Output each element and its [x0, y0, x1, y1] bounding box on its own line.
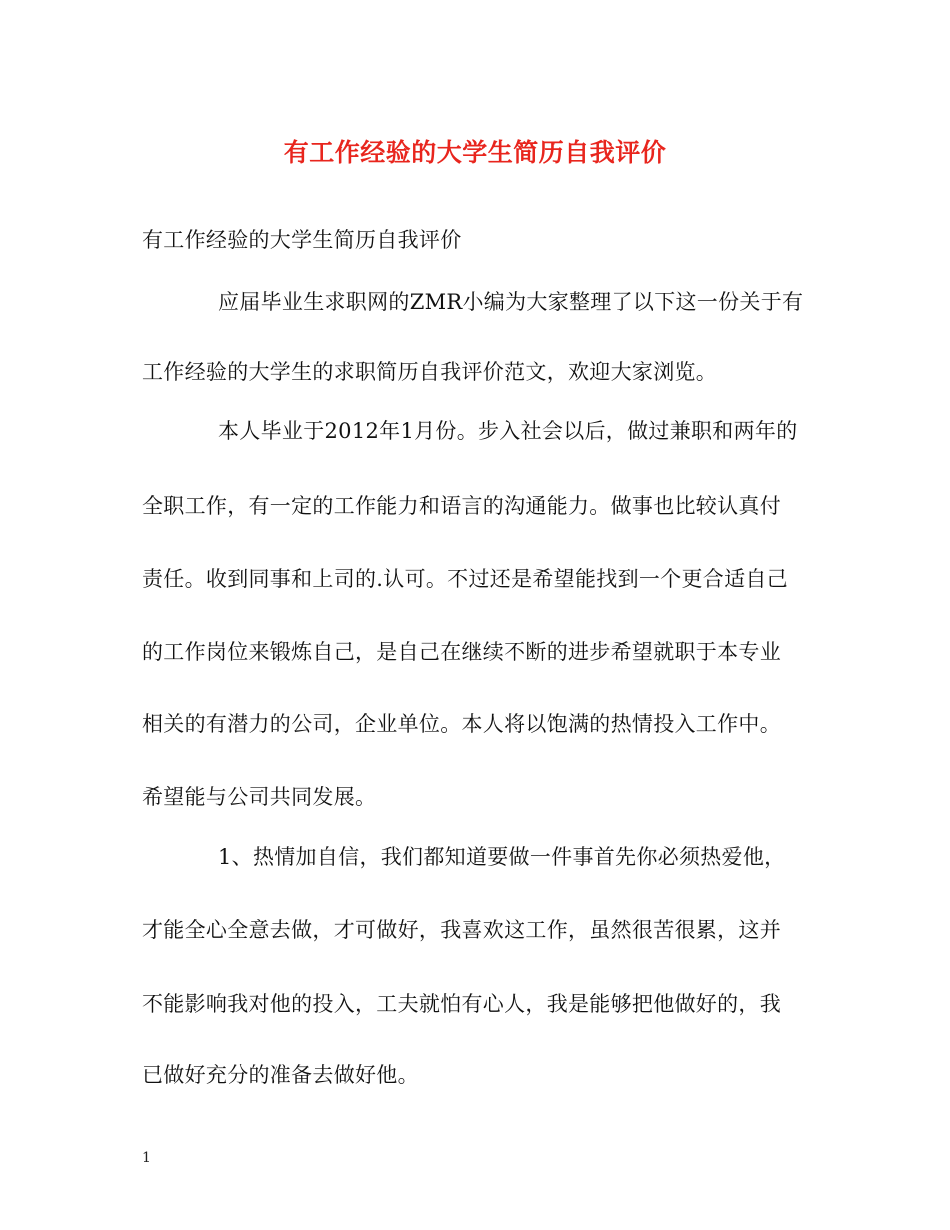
paragraph-line: 工作经验的大学生的求职简历自我评价范文，欢迎大家浏览。 — [142, 360, 718, 384]
paragraph-line: 责任。收到同事和上司的.认可。不过还是希望能找到一个更合适自己 — [142, 567, 788, 591]
document-title: 有工作经验的大学生简历自我评价 — [283, 138, 667, 167]
paragraph-line: 已做好充分的准备去做好他。 — [142, 1063, 419, 1087]
document-subtitle: 有工作经验的大学生简历自我评价 — [142, 228, 462, 252]
page-number: 1 — [142, 1150, 151, 1166]
paragraph-line: 相关的有潜力的公司，企业单位。本人将以饱满的热情投入工作中。 — [142, 712, 781, 736]
paragraph-line: 才能全心全意去做，才可做好，我喜欢这工作，虽然很苦很累，这并 — [142, 918, 781, 942]
paragraph-line: 的工作岗位来锻炼自己，是自己在继续不断的进步希望就职于本专业 — [142, 640, 781, 664]
paragraph-line: 应届毕业生求职网的ZMR小编为大家整理了以下这一份关于有 — [218, 290, 804, 314]
paragraph-line: 希望能与公司共同发展。 — [142, 785, 377, 809]
paragraph-line: 本人毕业于2012年1月份。步入社会以后，做过兼职和两年的 — [218, 419, 798, 443]
paragraph-line: 1、热情加自信，我们都知道要做一件事首先你必须热爱他， — [218, 845, 786, 869]
paragraph-line: 全职工作，有一定的工作能力和语言的沟通能力。做事也比较认真付 — [142, 494, 781, 518]
paragraph-line: 不能影响我对他的投入，工夫就怕有心人，我是能够把他做好的，我 — [142, 992, 781, 1016]
